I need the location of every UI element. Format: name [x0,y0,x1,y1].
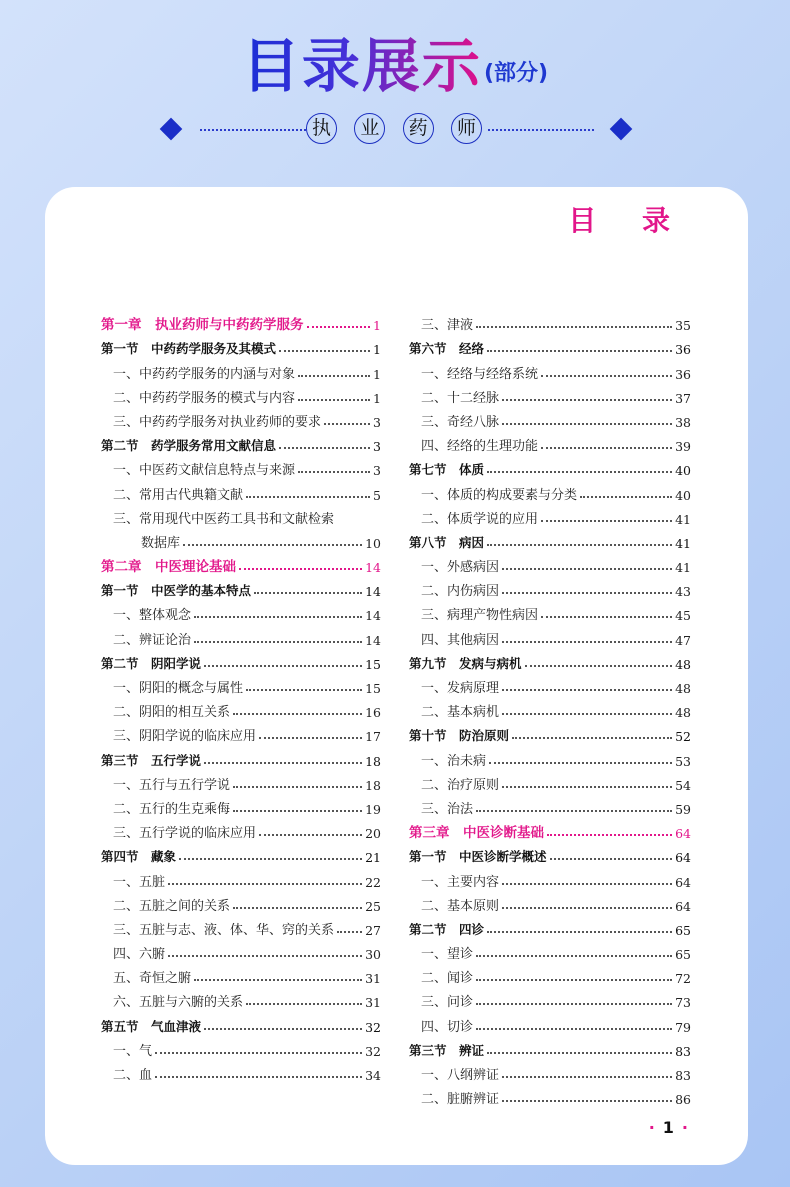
dot-leader [233,907,362,909]
diamond-left-icon [160,118,183,141]
toc-entry-page: 52 [675,729,691,745]
toc-entry-label: 二、中药药学服务的模式与内容 [113,390,296,406]
dot-leader [525,665,673,667]
dot-leader [487,1052,672,1054]
toc-entry-label: 第九节 发病与病机 [409,655,522,671]
dot-leader [580,496,672,498]
toc-entry-page: 86 [675,1092,691,1108]
toc-entry-page: 14 [365,632,381,648]
toc-entry [101,986,381,1010]
toc-entry-label: 第三节 辨证 [409,1042,485,1058]
dot-leader [502,689,672,691]
toc-entry-page: 3 [373,439,381,455]
dot-leader [279,350,370,352]
dot-leader [168,883,362,885]
toc-entry-label: 二、十二经脉 [421,390,500,406]
toc-entry [101,1035,381,1059]
toc-section [409,720,691,744]
dot-leader [307,326,371,328]
toc-entry-page: 41 [675,560,691,576]
toc-entry [101,793,381,817]
tagline-char: 师 [451,113,482,144]
tagline-chars [306,113,482,144]
dotted-divider-right [488,129,594,131]
toc-entry [409,696,691,720]
dot-leader [476,979,672,981]
toc-entry [101,938,381,962]
toc-chapter [409,817,691,841]
toc-entry-label: 三、常用现代中医药工具书和文献检索 [113,511,335,527]
toc-entry-page: 1 [373,342,381,358]
toc-entry [409,430,691,454]
toc-entry [409,672,691,696]
toc-entry-page: 38 [675,414,691,430]
dot-leader [155,1052,362,1054]
page-subtitle: (部分) [483,61,549,86]
toc-entry-label: 一、五脏 [113,874,166,890]
dot-leader [541,520,672,522]
toc-entry [101,382,381,406]
toc-entry-label: 第一节 中医诊断学概述 [409,849,547,865]
toc-entry-page: 15 [365,681,381,697]
toc-entry-label: 第二章 中医理论基础 [101,559,236,576]
dot-leader [259,737,362,739]
toc-entry-page: 16 [365,705,381,721]
toc-entry-page: 3 [373,414,381,430]
toc-entry [101,478,381,502]
toc-entry-page: 36 [675,366,691,382]
dot-icon: · [648,1118,655,1137]
dot-leader [476,1003,672,1005]
toc-entry-page: 1 [373,390,381,406]
toc-entry-page: 3 [373,463,381,479]
toc-section [409,1035,691,1059]
page-number [641,1118,696,1137]
toc-entry-page: 48 [675,705,691,721]
dot-leader [541,447,672,449]
dot-leader [298,399,370,401]
dot-icon: · [681,1118,688,1137]
toc-entry-page: 39 [675,439,691,455]
toc-entry [409,1083,691,1107]
toc-entry [101,503,381,551]
toc-entry-page: 14 [365,608,381,624]
toc-entry-label: 二、五行的生克乘侮 [113,801,231,817]
toc-entry [409,575,691,599]
dot-leader [502,883,672,885]
dot-leader [279,447,370,449]
toc-section [101,841,381,865]
toc-entry [101,865,381,889]
tagline-char: 执 [306,113,337,144]
toc-entry-page: 36 [675,342,691,358]
toc-entry-page: 65 [675,922,691,938]
dot-leader [502,907,672,909]
dot-leader [487,471,672,473]
dot-leader [204,762,362,764]
dot-leader [298,375,370,377]
dot-leader [502,592,672,594]
toc-entry-label: 一、主要内容 [421,874,500,890]
toc-entry-label: 二、脏腑辨证 [421,1092,500,1108]
dot-leader [541,375,672,377]
toc-entry [101,817,381,841]
toc-entry [409,478,691,502]
dot-leader [337,931,362,933]
toc-entry-page: 64 [675,826,691,842]
toc-entry [409,1010,691,1034]
toc-entry-label: 三、中药药学服务对执业药师的要求 [113,414,322,430]
dotted-divider-left [200,129,306,131]
toc-entry-page: 30 [365,947,381,963]
toc-entry-label: 二、辨证论治 [113,632,192,648]
toc-entry [101,962,381,986]
toc-entry [101,914,381,938]
toc-entry-label: 第十节 防治原则 [409,728,510,744]
toc-entry-page: 83 [675,1068,691,1083]
toc-entry [101,406,381,430]
toc-entry-label: 第七节 体质 [409,462,485,478]
toc-entry-label: 三、五行学说的临床应用 [113,826,257,842]
dot-leader [246,496,370,498]
toc-entry-page: 48 [675,656,691,672]
dot-leader [233,810,362,812]
toc-entry-page: 65 [675,947,691,963]
dot-leader [502,641,672,643]
toc-entry-label: 一、发病原理 [421,681,500,696]
dot-leader [487,350,672,352]
toc-entry-page: 17 [365,729,381,745]
toc-entry-page: 14 [365,584,381,600]
toc-entry-label: 一、经络与经络系统 [421,366,539,382]
toc-section [101,333,381,357]
toc-entry-page: 10 [365,535,381,551]
dot-leader [183,544,362,546]
dot-leader [204,665,362,667]
dot-leader [324,423,370,425]
toc-entry-page: 41 [675,535,691,551]
dot-leader [194,616,362,618]
toc-entry-page: 18 [365,753,381,769]
toc-entry-page: 40 [675,463,691,479]
toc-entry-label: 二、常用古代典籍文献 [113,487,244,503]
toc-entry-page: 41 [675,511,691,527]
toc-entry-label: 一、体质的构成要素与分类 [421,487,578,503]
toc-entry-label: 一、气 [113,1043,153,1059]
toc-entry [409,938,691,962]
toc-entry [409,986,691,1010]
toc-chapter [101,551,381,575]
dot-leader [489,762,672,764]
toc-entry-page: 34 [365,1068,381,1084]
page-header [0,32,790,100]
toc-entry-label: 四、切诊 [421,1019,474,1035]
toc-entry-label: 三、病理产物性病因 [421,608,539,624]
toc-entry-label: 一、望诊 [421,947,474,963]
toc-section [101,648,381,672]
dot-leader [512,737,672,739]
toc-entry-page: 32 [365,1019,381,1035]
dot-leader [476,326,672,328]
toc-entry-page: 31 [365,995,381,1011]
dot-leader [246,689,362,691]
toc-entry-page: 79 [675,1019,691,1035]
toc-entry-page: 14 [365,560,381,576]
toc-section [409,454,691,478]
toc-entry-page: 48 [675,681,691,696]
toc-entry-label: 第二节 药学服务常用文献信息 [101,438,277,454]
toc-entry-page: 47 [675,632,691,648]
toc-entry [409,406,691,430]
toc-entry-label: 四、六腑 [113,947,166,963]
toc-entry-label: 三、阴阳学说的临床应用 [113,729,257,745]
dot-leader [547,834,672,836]
toc-entry [409,357,691,381]
dot-leader [502,423,672,425]
toc-entry [409,309,691,333]
toc-entry-page: 22 [365,874,381,890]
toc-entry-page: 27 [365,922,381,938]
dot-leader [502,399,672,401]
toc-entry-label: 六、五脏与六腑的关系 [113,995,244,1011]
toc-entry [101,357,381,381]
dot-leader [502,713,672,715]
tagline-char: 业 [354,113,385,144]
toc-entry-label: 二、体质学说的应用 [421,511,539,527]
toc-entry-label: 一、治未病 [421,753,487,769]
toc-entry-label: 一、八纲辨证 [421,1068,500,1083]
toc-entry-label: 第三节 五行学说 [101,752,202,768]
toc-entry-page: 72 [675,971,691,987]
dot-leader [254,592,362,594]
diamond-right-icon [610,118,633,141]
dot-leader [476,955,672,957]
dot-leader [476,1028,672,1030]
toc-section [409,914,691,938]
toc-entry-label: 三、问诊 [421,995,474,1011]
toc-entry-label: 第四节 藏象 [101,849,177,865]
toc-entry-label: 二、阴阳的相互关系 [113,705,231,721]
toc-entry-page: 31 [365,971,381,987]
toc-entry-label: 一、中药药学服务的内涵与对象 [113,366,296,382]
toc-entry [409,551,691,575]
toc-entry [409,769,691,793]
dot-leader [502,786,672,788]
toc-section [409,648,691,672]
toc-entry-page: 1 [373,318,381,334]
dot-leader [239,568,362,570]
toc-entry-page: 1 [373,366,381,382]
dot-leader [194,641,362,643]
dot-leader [502,1100,672,1102]
toc-entry [409,623,691,647]
toc-entry-page: 54 [675,777,691,793]
toc-entry [409,382,691,406]
toc-entry-label: 第一节 中药药学服务及其模式 [101,341,277,357]
toc-entry-label: 二、基本病机 [421,705,500,721]
toc-entry [101,454,381,478]
toc-entry-label: 一、五行与五行学说 [113,777,231,793]
toc-section [409,333,691,357]
toc-entry-page: 83 [675,1043,691,1059]
toc-entry-label: 第一章 执业药师与中药药学服务 [101,317,304,334]
dot-leader [179,858,362,860]
toc-entry-page: 35 [675,318,691,334]
dot-leader [204,1028,362,1030]
toc-entry-page: 32 [365,1043,381,1059]
toc-entry-page: 64 [675,874,691,890]
toc-entry-label: 三、五脏与志、液、体、华、窍的关系 [113,922,335,938]
toc-entry-label: 五、奇恒之腑 [113,971,192,987]
toc-entry-label: 一、外感病因 [421,560,500,576]
toc-entry [409,744,691,768]
tagline-char: 药 [403,113,434,144]
toc-entry-label: 第一节 中医学的基本特点 [101,583,252,599]
toc-entry-page: 45 [675,608,691,624]
toc-entry [409,599,691,623]
toc-entry-page: 20 [365,826,381,842]
toc-entry-label: 一、中医药文献信息特点与来源 [113,463,296,479]
toc-entry-label: 四、其他病因 [421,632,500,648]
toc-entry-page: 64 [675,850,691,866]
toc-entry-page: 21 [365,850,381,866]
toc-heading: 目 录 [568,204,688,237]
page-number-value: 1 [662,1118,674,1137]
dot-leader [487,544,672,546]
toc-entry-page: 64 [675,898,691,914]
toc-entry-label: 三、治法 [421,801,474,817]
toc-entry [101,672,381,696]
dot-leader [502,568,672,570]
toc-entry-label: 一、整体观念 [113,608,192,624]
toc-entry-label: 二、闻诊 [421,971,474,987]
toc-entry [409,1059,691,1083]
toc-entry [101,1059,381,1083]
dot-leader [550,858,673,860]
dot-leader [233,786,362,788]
toc-entry-label: 第五节 气血津液 [101,1018,202,1034]
toc-entry-label: 二、血 [113,1068,153,1084]
toc-entry [101,599,381,623]
toc-entry-label: 三、津液 [421,318,474,334]
toc-column-right [409,309,691,1107]
toc-section [101,575,381,599]
page-title: 目录展示 [241,32,482,100]
toc-entry-page: 73 [675,995,691,1011]
dot-leader [259,834,362,836]
toc-chapter [101,309,381,333]
toc-entry-label: 二、基本原则 [421,898,500,914]
toc-entry-page: 53 [675,753,691,769]
dot-leader [298,471,370,473]
toc-entry-label: 第六节 经络 [409,341,485,357]
toc-section [101,430,381,454]
toc-entry [101,720,381,744]
toc-entry-label: 四、经络的生理功能 [421,439,539,455]
toc-entry [409,962,691,986]
toc-entry-label: 二、五脏之间的关系 [113,898,231,914]
dot-leader [502,1076,672,1078]
toc-entry-label: 二、治疗原则 [421,777,500,793]
toc-entry [101,696,381,720]
dot-leader [487,931,672,933]
toc-entry-page: 19 [365,801,381,817]
tagline [0,113,790,147]
toc-entry-label: 第三章 中医诊断基础 [409,825,544,842]
toc-entry-page: 40 [675,487,691,503]
toc-entry-label: 第二节 四诊 [409,921,485,937]
toc-entry-label: 二、内伤病因 [421,584,500,600]
dot-leader [233,713,362,715]
toc-section [409,841,691,865]
toc-section [409,527,691,551]
toc-entry-page: 59 [675,801,691,817]
toc-entry-page: 25 [365,898,381,914]
toc-entry [409,890,691,914]
dot-leader [194,979,362,981]
toc-entry [409,503,691,527]
toc-entry [101,623,381,647]
toc-entry-label: 第二节 阴阳学说 [101,655,202,671]
toc-entry-page: 15 [365,656,381,672]
toc-entry [101,890,381,914]
toc-entry-label: 第八节 病因 [409,534,485,550]
toc-entry-page: 37 [675,390,691,406]
dot-leader [246,1003,362,1005]
toc-column-left [101,309,381,1083]
toc-section [101,744,381,768]
dot-leader [541,616,672,618]
toc-entry [101,769,381,793]
toc-entry-page: 43 [675,584,691,600]
toc-card [45,187,748,1165]
dot-leader [168,955,362,957]
toc-entry-label-continued: 数据库 [141,535,181,551]
toc-entry-label: 三、奇经八脉 [421,414,500,430]
toc-entry-page: 18 [365,777,381,793]
toc-entry-page: 5 [373,487,381,503]
dot-leader [476,810,672,812]
toc-entry [409,793,691,817]
dot-leader [155,1076,362,1078]
toc-entry-label: 一、阴阳的概念与属性 [113,681,244,697]
toc-entry [409,865,691,889]
toc-section [101,1010,381,1034]
